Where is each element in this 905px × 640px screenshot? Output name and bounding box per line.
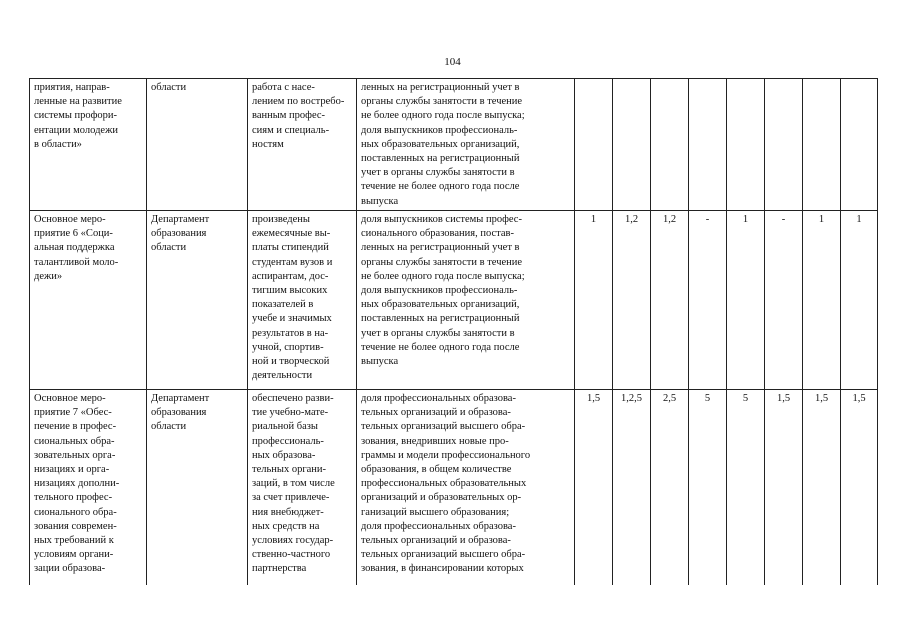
table-row xyxy=(30,79,878,211)
value-cell xyxy=(575,79,613,211)
expected-result-cell: работа с насе- лением по востребо- ванным профес- сиям и специаль- ностям xyxy=(248,79,357,211)
executor-cell: области xyxy=(147,79,248,211)
value-cell: 1 xyxy=(803,211,841,390)
value-cell: 1,5 xyxy=(765,390,803,586)
page-number: 104 xyxy=(444,56,461,68)
value-cell: 1,2 xyxy=(651,211,689,390)
activity-name-cell: Основное меро- приятие 7 «Обес- печение в профес- сиональных обра- зовательных орга- низациях и орга- низациях дополни- тельного профес- сионального обра- зования современ- ных требований к условиям органи- зации образова- xyxy=(30,390,147,586)
expected-result-cell: обеспечено разви- тие учебно-мате- риальной базы профессиональ- ных образова- тельных органи- заций, в том числе за счет привлече- ния внебюджет- ных средств на условиях государ- ственно-частного партнерства xyxy=(248,390,357,586)
value-cell: 5 xyxy=(689,390,727,586)
value-cell: 1 xyxy=(575,211,613,390)
value-cell: 1 xyxy=(727,211,765,390)
value-cell: 1,5 xyxy=(841,390,878,586)
table-row xyxy=(30,211,878,390)
value-cell xyxy=(803,79,841,211)
executor-cell: Департамент образования области xyxy=(147,211,248,390)
value-cell: 1,2 xyxy=(613,211,651,390)
table-row xyxy=(30,390,878,586)
indicator-cell: ленных на регистрационный учет в органы службы занятости в течение не более одного года после выпуска; доля выпускников профессиональ- ных образовательных организаций, поставленных на регистрационный учет в органы службы занятости в течение не более одного года после выпуска xyxy=(357,79,575,211)
value-cell: - xyxy=(765,211,803,390)
value-cell xyxy=(841,79,878,211)
executor-cell: Департамент образования области xyxy=(147,390,248,586)
value-cell: 1,2,5 xyxy=(613,390,651,586)
activity-name-cell: Основное меро- приятие 6 «Соци- альная поддержка талантливой моло- дежи» xyxy=(30,211,147,390)
value-cell xyxy=(689,79,727,211)
indicator-cell: доля выпускников системы профес- сионального образования, постав- ленных на регистрационный учет в органы службы занятости в течение не более одного года после выпуска; доля выпускников профессиональ- ных образовательных организаций, поставленных на регистрационный учет в органы службы занятости в течение не более одного года после выпуска xyxy=(357,211,575,390)
expected-result-cell: произведены ежемесячные вы- платы стипендий студентам вузов и аспирантам, дос- тигшим высоких показателей в учебе и значимых результатов в на- учной, спортив- ной и творческой деятельности xyxy=(248,211,357,390)
value-cell: 1 xyxy=(841,211,878,390)
value-cell xyxy=(651,79,689,211)
value-cell xyxy=(765,79,803,211)
program-table xyxy=(29,78,878,585)
value-cell xyxy=(727,79,765,211)
value-cell: - xyxy=(689,211,727,390)
activity-name-cell: приятия, направ- ленные на развитие системы профори- ентации молодежи в области» xyxy=(30,79,147,211)
indicator-cell: доля профессиональных образова- тельных организаций и образова- тельных организаций высшего обра- зования, внедривших новые про- граммы и модели профессионального образования, в общем количестве профессиональных образовательных организаций и образовательных ор- ганизаций высшего образования; доля профессиональных образова- тельных организаций и образова- тельных организаций высшего обра- зования, в финансировании которых xyxy=(357,390,575,586)
value-cell: 1,5 xyxy=(575,390,613,586)
value-cell: 5 xyxy=(727,390,765,586)
value-cell: 2,5 xyxy=(651,390,689,586)
value-cell: 1,5 xyxy=(803,390,841,586)
value-cell xyxy=(613,79,651,211)
